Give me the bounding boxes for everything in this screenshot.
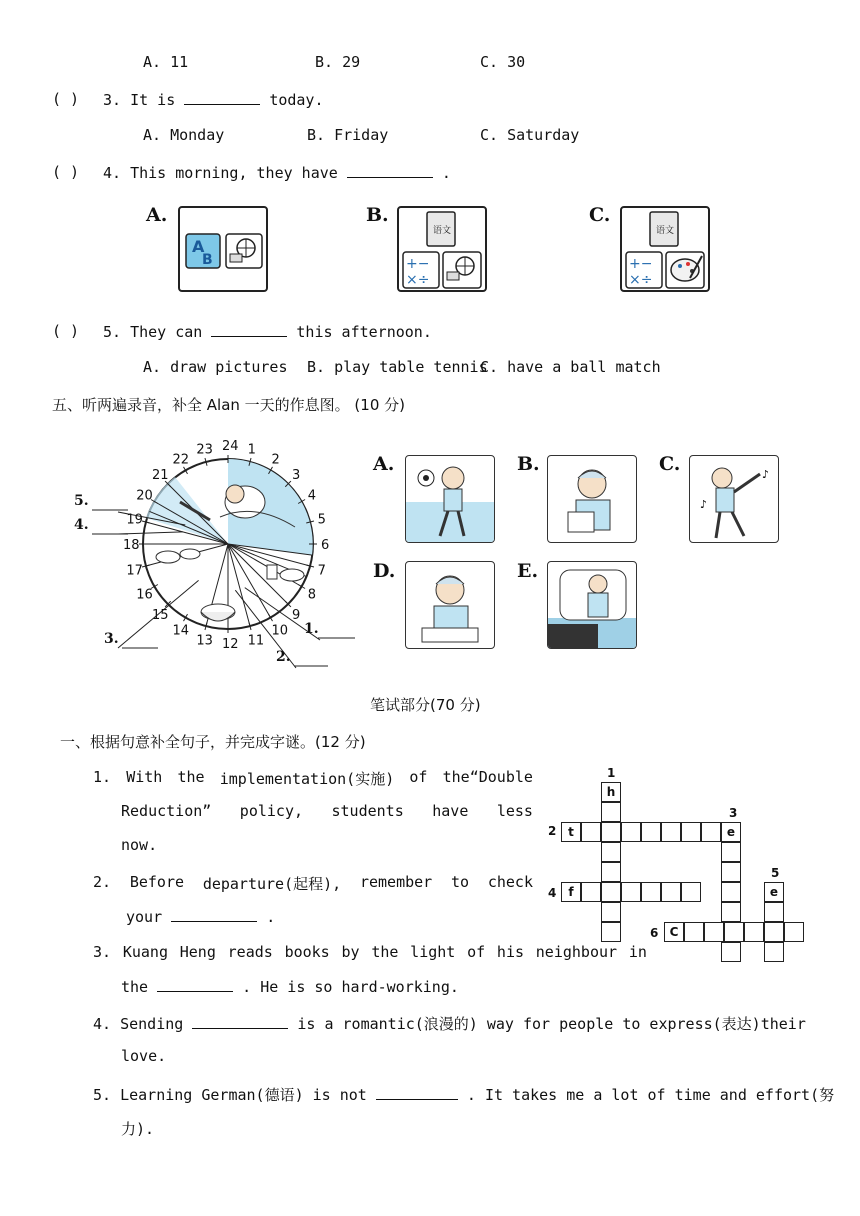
crossword-letter-cell[interactable]: e	[721, 822, 741, 842]
q4-answer-paren[interactable]: ( )	[52, 163, 80, 181]
crossword-cell[interactable]	[764, 902, 784, 922]
section5-title: 五、听两遍录音，补全 Alan 一天的作息图。 (10 分)	[52, 396, 405, 414]
sentence4-blank[interactable]	[192, 1014, 288, 1029]
crossword-cell[interactable]	[721, 902, 741, 922]
clock-hour-number: 18	[123, 538, 140, 553]
crossword-letter-cell[interactable]: e	[764, 882, 784, 902]
q2-option-a: A. 11	[143, 53, 189, 71]
crossword-cell[interactable]	[721, 862, 741, 882]
sentence2-blank[interactable]	[171, 907, 257, 922]
word: 2.	[93, 873, 112, 891]
word: 5. Learning German(德语) is not	[93, 1086, 367, 1104]
svg-text:+−: +−	[629, 256, 653, 272]
q4-label-c: C.	[589, 204, 611, 226]
sentence5-line2: 力).	[121, 1120, 155, 1138]
crossword-cell[interactable]	[601, 862, 621, 882]
word: With	[126, 768, 163, 786]
blank-label-5: 5.	[74, 493, 89, 509]
word: 4. Sending	[93, 1015, 184, 1033]
clock-hour-number: 10	[271, 623, 289, 639]
q3-answer-paren[interactable]: ( )	[52, 90, 80, 108]
clock-hour-number: 5	[317, 512, 326, 528]
crossword-cell[interactable]	[601, 842, 621, 862]
blank-label-3: 3.	[104, 631, 119, 647]
word: students	[331, 802, 404, 820]
crossword-cell[interactable]	[601, 822, 621, 842]
word: . He is so hard-working.	[242, 978, 459, 996]
q4-label-a: A.	[146, 204, 168, 226]
word: of	[409, 768, 428, 786]
word: light	[410, 943, 456, 961]
q4-stem-post: .	[441, 164, 451, 182]
blank-label-2: 2.	[276, 649, 291, 665]
crossword-cell[interactable]	[681, 882, 701, 902]
clue-number-5: 5	[771, 866, 780, 880]
q5-stem-post: this afternoon.	[296, 323, 432, 341]
q3-option-c: C. Saturday	[480, 126, 580, 144]
pic-c-dancing[interactable]	[689, 455, 779, 543]
book-math-sports-icon	[399, 208, 485, 292]
pic-label-e: E.	[517, 560, 539, 582]
q4-option-c-box[interactable]	[620, 206, 710, 292]
clock-hour-number: 11	[247, 633, 265, 649]
q5-stem-pre: 5. They can	[103, 323, 203, 341]
word: is a romantic(浪漫的) way for people to express(表达)their	[297, 1015, 806, 1033]
sentence4-line2: love.	[121, 1047, 167, 1065]
word: the	[121, 978, 149, 996]
sentence1-line2	[121, 802, 533, 820]
clock-hour-number: 7	[317, 563, 326, 579]
crossword-cell[interactable]	[704, 922, 724, 942]
reading-boy-icon	[548, 456, 637, 543]
q5-blank[interactable]	[211, 322, 287, 337]
clock-hour-number: 19	[126, 512, 143, 528]
crossword-cell[interactable]	[764, 922, 784, 942]
svg-text:♪: ♪	[762, 468, 770, 481]
q4-option-a-box[interactable]	[178, 206, 268, 292]
word: 1.	[93, 768, 112, 786]
clock-hour-number: 6	[321, 538, 330, 553]
svg-text:×÷: ×÷	[406, 272, 430, 288]
word: policy,	[239, 802, 304, 820]
clock-hour-number: 22	[172, 452, 190, 468]
q3-stem-pre: 3. It is	[103, 91, 176, 109]
pic-e-watching-tv[interactable]	[547, 561, 637, 649]
sentence3-blank[interactable]	[157, 977, 233, 992]
q5-option-a: A. draw pictures	[143, 358, 288, 376]
clock-hour-number: 21	[151, 467, 169, 483]
svg-text:+−: +−	[406, 256, 430, 272]
q4-blank[interactable]	[347, 163, 433, 178]
crossword-cell[interactable]	[661, 882, 681, 902]
word: the“Double	[442, 768, 533, 786]
abc-and-sports-icon	[180, 208, 266, 292]
clock-hour-number: 2	[271, 452, 280, 468]
clock-hour-number: 13	[196, 633, 213, 649]
sentence2-line2	[126, 907, 275, 926]
word: to	[451, 873, 470, 891]
clock-hour-number: 20	[136, 488, 153, 504]
pic-label-b: B.	[517, 453, 540, 475]
football-boy-icon	[406, 456, 495, 543]
crossword-cell[interactable]	[721, 882, 741, 902]
crossword-cell[interactable]	[621, 882, 641, 902]
clue-number-4: 4	[548, 886, 557, 900]
crossword-cell[interactable]	[601, 922, 621, 942]
clock-hour-number: 1	[247, 442, 256, 458]
crossword-cell[interactable]	[581, 882, 601, 902]
crossword-cell[interactable]	[784, 922, 804, 942]
word: Before	[129, 873, 185, 891]
sentence1-line3: now.	[121, 836, 158, 854]
crossword-cell[interactable]	[601, 802, 621, 822]
word: Heng	[179, 943, 216, 961]
crossword-letter-cell[interactable]: t	[561, 822, 581, 842]
pic-a-playing-football[interactable]	[405, 455, 495, 543]
q2-option-c: C. 30	[480, 53, 526, 71]
word: check	[487, 873, 533, 891]
clock-hour-number: 8	[307, 587, 317, 603]
crossword-cell[interactable]	[641, 822, 661, 842]
word: books	[284, 943, 330, 961]
svg-text:语文: 语文	[656, 226, 675, 236]
q4-stem	[103, 163, 451, 182]
crossword-letter-cell[interactable]: h	[601, 782, 621, 802]
crossword-puzzle	[546, 766, 816, 966]
pic-b-reading[interactable]	[547, 455, 637, 543]
pic-label-a: A.	[373, 453, 395, 475]
word: remember	[359, 873, 433, 891]
word: by	[341, 943, 360, 961]
q3-blank[interactable]	[184, 90, 260, 105]
sentence5-line1	[93, 1084, 834, 1105]
clock-hour-number: 23	[196, 442, 213, 458]
sentence4-line1	[93, 1013, 806, 1034]
word: in	[628, 943, 647, 961]
word: of	[467, 943, 486, 961]
crossword-cell[interactable]	[684, 922, 704, 942]
clock-hour-number: 9	[292, 608, 301, 624]
q3-stem-post: today.	[269, 91, 324, 109]
pic-d-homework[interactable]	[405, 561, 495, 649]
tv-watching-boy-icon	[548, 562, 637, 649]
clock-hour-number: 17	[126, 563, 143, 579]
word: . It takes me a lot of time and effort(努	[466, 1086, 835, 1104]
word: Reduction”	[121, 802, 212, 820]
crossword-cell[interactable]	[724, 922, 744, 942]
crossword-cell[interactable]	[721, 842, 741, 862]
q3-option-b: B. Friday	[307, 126, 389, 144]
clock-hour-number: 14	[172, 623, 190, 639]
sentence2-line1	[93, 873, 533, 894]
dancing-boy-icon	[690, 456, 779, 543]
clock-hour-number: 24	[222, 439, 239, 454]
clue-number-3: 3	[729, 806, 738, 820]
word: departure(起程),	[202, 875, 342, 893]
word: .	[266, 908, 276, 926]
pic-label-d: D.	[373, 560, 396, 582]
q5-stem	[103, 322, 432, 341]
part1-title: 一、根据句意补全句子，并完成字谜。(12 分)	[60, 733, 366, 751]
sentence3-line2	[121, 977, 459, 996]
clock-hour-number: 3	[292, 467, 301, 483]
word: less	[496, 802, 533, 820]
q5-option-c: C. have a ball match	[480, 358, 661, 376]
word: 3.	[93, 943, 112, 961]
sentence5-blank[interactable]	[376, 1085, 458, 1100]
word: the	[371, 943, 399, 961]
pic-label-c: C.	[659, 453, 681, 475]
sentence1-line1	[93, 768, 533, 789]
clue-number-1: 1	[607, 766, 616, 780]
crossword-cell[interactable]	[764, 942, 784, 962]
svg-text:×÷: ×÷	[629, 272, 653, 288]
word: the	[177, 768, 205, 786]
word: have	[432, 802, 469, 820]
svg-text:♪: ♪	[700, 498, 708, 511]
clock-hour-number: 4	[307, 488, 317, 504]
clock-hour-number: 12	[222, 637, 239, 652]
word: his	[496, 943, 525, 961]
clue-number-6: 6	[650, 926, 659, 940]
crossword-cell[interactable]	[721, 942, 741, 962]
crossword-letter-cell[interactable]: f	[561, 882, 581, 902]
book-math-palette-icon	[622, 208, 708, 292]
crossword-cell[interactable]	[681, 822, 701, 842]
crossword-letter-cell[interactable]: C	[664, 922, 684, 942]
written-part-title: 笔试部分(70 分)	[370, 696, 481, 714]
q2-option-b: B. 29	[315, 53, 361, 71]
clock-hour-number: 15	[151, 608, 169, 624]
crossword-cell[interactable]	[621, 822, 641, 842]
word: reads	[227, 943, 273, 961]
q4-option-b-box[interactable]	[397, 206, 487, 292]
writing-boy-icon	[406, 562, 495, 649]
crossword-cell[interactable]	[601, 882, 621, 902]
q4-label-b: B.	[366, 204, 389, 226]
svg-text:B: B	[202, 252, 213, 268]
word: neighbour	[535, 943, 618, 961]
q5-option-b: B. play table tennis	[307, 358, 488, 376]
word: Kuang	[122, 943, 168, 961]
blank-label-4: 4.	[74, 517, 89, 533]
clue-number-2: 2	[548, 824, 557, 838]
word: implementation(实施)	[219, 770, 395, 788]
q3-option-a: A. Monday	[143, 126, 225, 144]
crossword-cell[interactable]	[701, 822, 721, 842]
svg-text:语文: 语文	[433, 226, 452, 236]
crossword-cell[interactable]	[744, 922, 764, 942]
crossword-cell[interactable]	[661, 822, 681, 842]
svg-text:A: A	[192, 237, 205, 256]
q4-stem-pre: 4. This morning, they have	[103, 164, 338, 182]
q3-stem	[103, 90, 324, 109]
q5-answer-paren[interactable]: ( )	[52, 322, 80, 340]
crossword-cell[interactable]	[601, 902, 621, 922]
crossword-cell[interactable]	[581, 822, 601, 842]
clock-hour-number: 16	[136, 587, 153, 603]
crossword-cell[interactable]	[641, 882, 661, 902]
word: your	[126, 908, 163, 926]
blank-label-1: 1.	[304, 621, 319, 637]
